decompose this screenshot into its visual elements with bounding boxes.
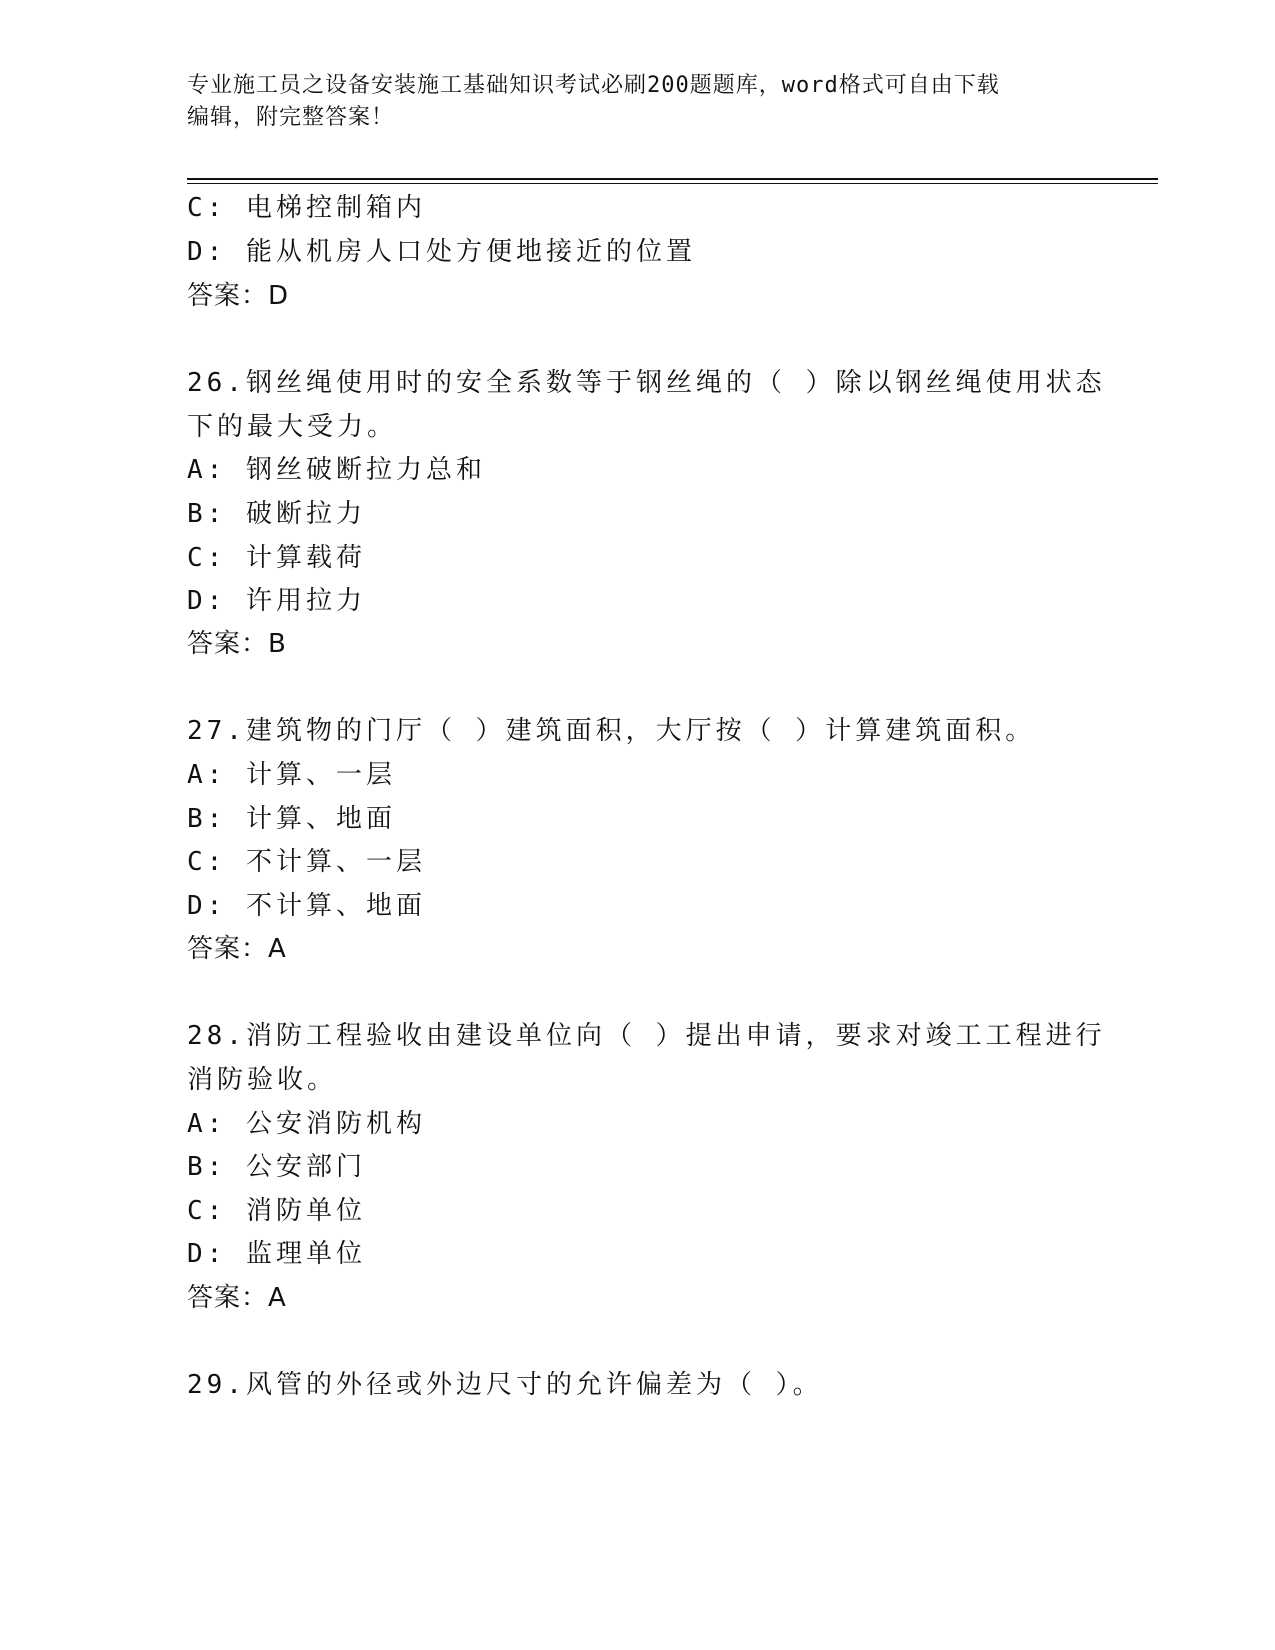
prev-answer: 答案：D [187,281,290,311]
header-line-1: 专业施工员之设备安装施工基础知识考试必刷200题题库，word格式可自由下载 [187,73,1000,98]
header-divider-thin [187,183,1158,184]
q26-option-c: C: 计算载荷 [187,543,366,573]
q28-option-a: A: 公安消防机构 [187,1109,426,1139]
header-divider-thick [187,178,1158,180]
q28-answer: 答案：A [187,1283,287,1313]
prev-option-c: C: 电梯控制箱内 [187,193,426,223]
q26-option-d: D: 许用拉力 [187,586,366,616]
q26-answer: 答案：B [187,629,287,659]
q27-option-a: A: 计算、一层 [187,760,396,790]
q26-option-a: A: 钢丝破断拉力总和 [187,455,486,485]
q27-option-d: D: 不计算、地面 [187,891,426,921]
q27-option-c: C: 不计算、一层 [187,847,426,877]
q29-stem-line-1: 29.风管的外径或外边尺寸的允许偏差为（ ）。 [187,1370,823,1400]
q26-stem-line-2: 下的最大受力。 [187,412,398,442]
q28-stem-line-1: 28.消防工程验收由建设单位向（ ）提出申请，要求对竣工工程进行 [187,1021,1106,1051]
q28-option-b: B: 公安部门 [187,1152,366,1182]
q27-stem-line-1: 27.建筑物的门厅（ ）建筑面积，大厅按（ ）计算建筑面积。 [187,716,1036,746]
q27-option-b: B: 计算、地面 [187,804,396,834]
q28-stem-line-2: 消防验收。 [187,1065,338,1095]
q26-stem-line-1: 26.钢丝绳使用时的安全系数等于钢丝绳的（ ）除以钢丝绳使用状态 [187,368,1106,398]
prev-option-d: D: 能从机房人口处方便地接近的位置 [187,237,696,267]
q28-option-d: D: 监理单位 [187,1239,366,1269]
q26-option-b: B: 破断拉力 [187,499,366,529]
q28-option-c: C: 消防单位 [187,1196,366,1226]
header-line-2: 编辑，附完整答案！ [187,105,395,130]
page-header [187,70,1087,134]
q27-answer: 答案：A [187,934,287,964]
